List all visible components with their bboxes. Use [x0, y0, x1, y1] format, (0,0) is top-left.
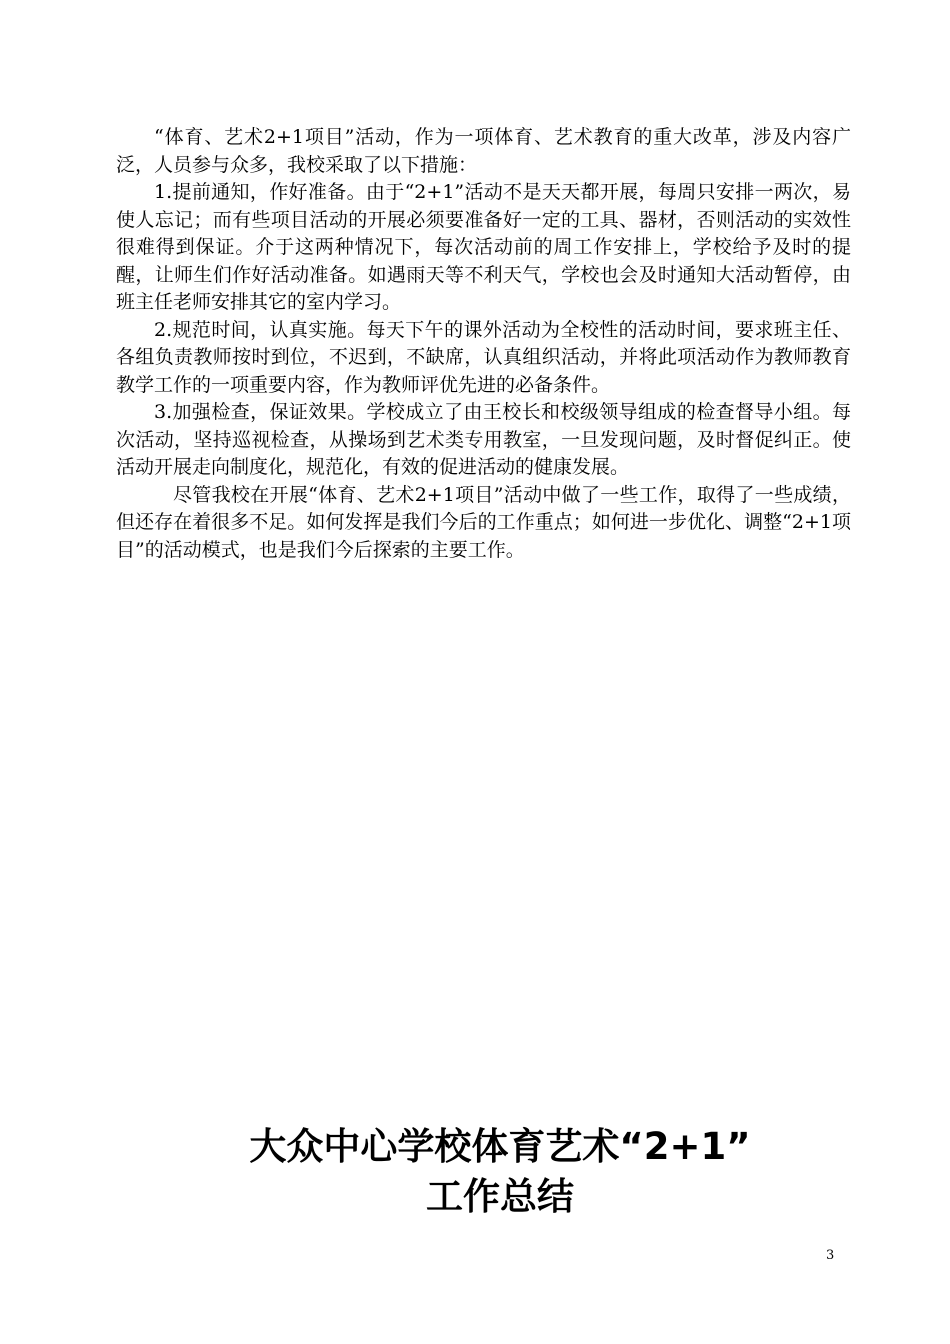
- paragraph-intro: “体育、艺术2+1项目”活动，作为一项体育、艺术教育的重大改革，涉及内容广泛，人员参与众多，我校采取了以下措施：: [116, 126, 851, 176]
- title-line-2: 工作总结: [426, 1175, 574, 1218]
- body-text: [116, 124, 851, 564]
- document-title: [0, 1122, 950, 1222]
- paragraph-conclusion: 尽管我校在开展“体育、艺术2+1项目”活动中做了一些工作，取得了一些成绩，但还存在着很多不足。如何发挥是我们今后的工作重点；如何进一步优化、调整“2+1项目”的活动模式，也是我们今后探索的主要工作。: [116, 483, 851, 561]
- paragraph-measure-1: 1.提前通知，作好准备。由于“2+1”活动不是天天都开展，每周只安排一两次，易使人忘记；而有些项目活动的开展必须要准备好一定的工具、器材，否则活动的实效性很难得到保证。介于这两种情况下，每次活动前的周工作安排上，学校给予及时的提醒，让师生们作好活动准备。如遇雨天等不利天气，学校也会及时通知大活动暂停，由班主任老师安排其它的室内学习。: [116, 181, 851, 313]
- paragraph-measure-3: 3.加强检查，保证效果。学校成立了由王校长和校级领导组成的检查督导小组。每次活动，坚持巡视检查，从操场到艺术类专用教室，一旦发现问题，及时督促纠正。使活动开展走向制度化，规范化，有效的促进活动的健康发展。: [116, 401, 851, 478]
- title-line-1: 大众中心学校体育艺术“2+1”: [249, 1125, 751, 1168]
- page-number: 3: [826, 1248, 835, 1263]
- paragraph-measure-2: 2.规范时间，认真实施。每天下午的课外活动为全校性的活动时间，要求班主任、各组负责教师按时到位，不迟到，不缺席，认真组织活动，并将此项活动作为教师教育教学工作的一项重要内容，作为教师评优先进的必备条件。: [116, 318, 851, 396]
